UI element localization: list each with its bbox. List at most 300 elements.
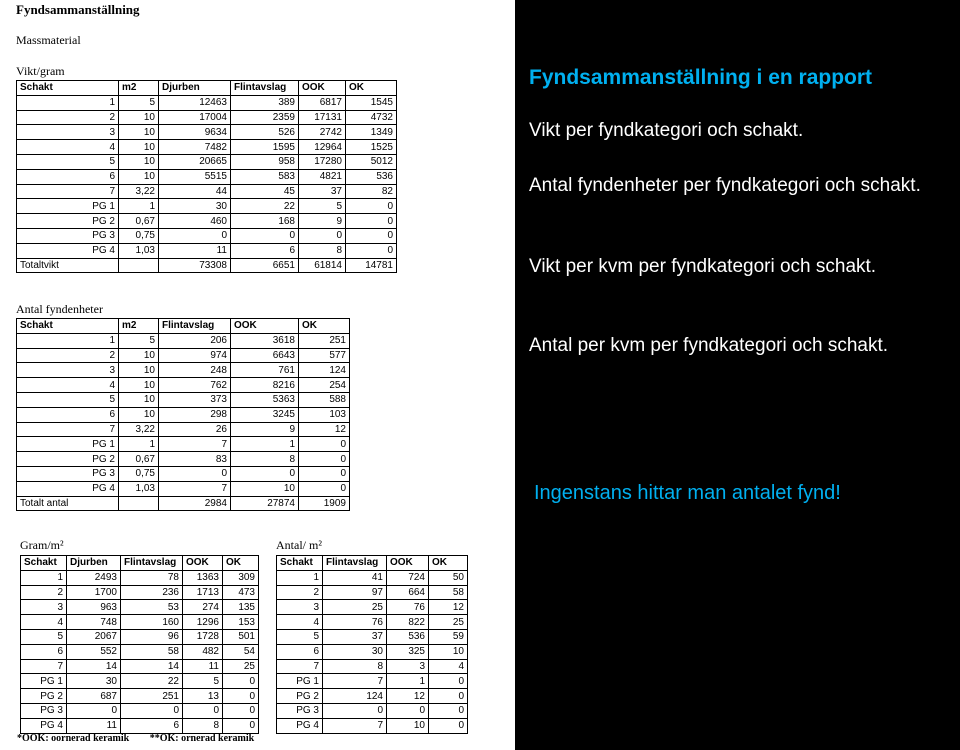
table-cell: 536 — [387, 629, 429, 644]
column-header: Flintavslag — [323, 556, 387, 571]
table-cell: 1 — [387, 674, 429, 689]
table-row — [17, 392, 350, 407]
column-header: Flintavslag — [159, 319, 231, 334]
table-cell: 168 — [231, 214, 299, 229]
table-cell: 37 — [299, 184, 346, 199]
slide-point: Antal per kvm per fyndkategori och schakt. — [529, 335, 889, 356]
table-cell: 2 — [17, 348, 119, 363]
table1-caption: Vikt/gram — [16, 64, 65, 78]
table-cell: 5012 — [346, 154, 397, 169]
table-cell: 761 — [231, 363, 299, 378]
table-cell: 0 — [299, 481, 350, 496]
slide-title: Fyndsammanställning i en rapport — [529, 66, 873, 89]
table-cell: 0 — [67, 703, 121, 718]
table-cell: 10 — [119, 363, 159, 378]
table-row — [17, 422, 350, 437]
table-cell: 6651 — [231, 258, 299, 273]
table-cell: 0 — [346, 228, 397, 243]
table-cell: 0,67 — [119, 452, 159, 467]
table-row — [21, 629, 259, 644]
table-cell: 0 — [223, 703, 259, 718]
table-cell: 0 — [429, 703, 468, 718]
table-row — [17, 169, 397, 184]
table-cell: 1700 — [67, 585, 121, 600]
table-cell: 236 — [121, 585, 183, 600]
table-cell: 0 — [159, 466, 231, 481]
table-cell: 724 — [387, 570, 429, 585]
table-cell: 1 — [277, 570, 323, 585]
table-cell: 25 — [429, 615, 468, 630]
table-cell: 78 — [121, 570, 183, 585]
table-cell: 10 — [119, 392, 159, 407]
table-cell: 0,75 — [119, 466, 159, 481]
table-cell: 3618 — [231, 333, 299, 348]
table-cell: 526 — [231, 125, 299, 140]
table-cell: PG 3 — [17, 228, 119, 243]
table-cell: 1728 — [183, 629, 223, 644]
table-cell: 8 — [299, 243, 346, 258]
table-cell: 45 — [231, 184, 299, 199]
column-header: Flintavslag — [121, 556, 183, 571]
table-cell: PG 1 — [17, 199, 119, 214]
table-cell: 11 — [183, 659, 223, 674]
table-header-row — [21, 556, 259, 571]
table-cell: PG 4 — [277, 718, 323, 733]
table-cell: 0 — [223, 718, 259, 733]
footnote-ook: *OOK: oornerad keramik — [17, 733, 130, 744]
table-cell: 160 — [121, 615, 183, 630]
table-cell: 73308 — [159, 258, 231, 273]
table-cell: 0 — [299, 228, 346, 243]
table-cell: 6 — [17, 169, 119, 184]
table-cell: 0 — [346, 199, 397, 214]
table-cell: 822 — [387, 615, 429, 630]
table-cell: PG 4 — [17, 243, 119, 258]
weight-table — [16, 80, 397, 273]
table-row — [21, 585, 259, 600]
column-header: OK — [299, 319, 350, 334]
table-cell: 135 — [223, 600, 259, 615]
table-cell — [119, 496, 159, 511]
table-cell: 25 — [223, 659, 259, 674]
table-header-row — [17, 81, 397, 96]
table-cell: 373 — [159, 392, 231, 407]
table-cell: 97 — [323, 585, 387, 600]
table-row — [17, 95, 397, 110]
table-cell: 10 — [119, 348, 159, 363]
table-cell: 153 — [223, 615, 259, 630]
table-cell: 0 — [223, 689, 259, 704]
table-cell: 206 — [159, 333, 231, 348]
table-row — [21, 615, 259, 630]
table-cell: PG 1 — [17, 437, 119, 452]
column-header: Schakt — [17, 81, 119, 96]
table-cell: 1,03 — [119, 481, 159, 496]
table-cell: 274 — [183, 600, 223, 615]
table-row — [17, 243, 397, 258]
table-cell: 6817 — [299, 95, 346, 110]
table-row — [21, 674, 259, 689]
table-row — [17, 110, 397, 125]
table-cell: 2359 — [231, 110, 299, 125]
column-header: OOK — [231, 319, 299, 334]
table-cell: 41 — [323, 570, 387, 585]
table-row — [17, 140, 397, 155]
table-cell: 27874 — [231, 496, 299, 511]
table-cell: 963 — [67, 600, 121, 615]
table-cell: 389 — [231, 95, 299, 110]
table-cell: 10 — [119, 169, 159, 184]
table-cell: 5 — [17, 154, 119, 169]
table2-caption: Antal fyndenheter — [16, 302, 103, 316]
table-row — [17, 437, 350, 452]
table-cell: 1909 — [299, 496, 350, 511]
table-cell: 0,67 — [119, 214, 159, 229]
table-cell: 4 — [277, 615, 323, 630]
table-row — [277, 585, 468, 600]
table-row — [17, 466, 350, 481]
table-cell: PG 1 — [277, 674, 323, 689]
table-cell: 30 — [67, 674, 121, 689]
table-cell: 583 — [231, 169, 299, 184]
column-header: m2 — [119, 319, 159, 334]
table-cell: 17131 — [299, 110, 346, 125]
table-cell: 748 — [67, 615, 121, 630]
column-header: Djurben — [159, 81, 231, 96]
table-cell: 1363 — [183, 570, 223, 585]
table-cell: 61814 — [299, 258, 346, 273]
table-row — [17, 154, 397, 169]
column-header: Schakt — [21, 556, 67, 571]
table-cell: 10 — [387, 718, 429, 733]
table-cell: 254 — [299, 378, 350, 393]
table-cell: 44 — [159, 184, 231, 199]
table-cell: 12964 — [299, 140, 346, 155]
table-cell: 5 — [183, 674, 223, 689]
table-cell: 3,22 — [119, 422, 159, 437]
table-cell: PG 4 — [21, 718, 67, 733]
table-cell: 0 — [231, 228, 299, 243]
table-cell: PG 3 — [21, 703, 67, 718]
table-cell: 22 — [121, 674, 183, 689]
table-cell: PG 2 — [277, 689, 323, 704]
table-cell: 5 — [21, 629, 67, 644]
table-row — [17, 452, 350, 467]
table-cell: 0 — [121, 703, 183, 718]
document-subtitle: Massmaterial — [16, 33, 81, 47]
table-cell: 3 — [21, 600, 67, 615]
table-cell: 5 — [17, 392, 119, 407]
table-cell: 1 — [17, 333, 119, 348]
table-row — [17, 348, 350, 363]
table-cell: 10 — [119, 378, 159, 393]
table-cell: 7 — [21, 659, 67, 674]
table-cell: 0 — [231, 466, 299, 481]
table-cell: 6 — [121, 718, 183, 733]
table-header-row — [17, 319, 350, 334]
table-cell: 5 — [119, 95, 159, 110]
table-cell: PG 4 — [17, 481, 119, 496]
table-row — [21, 718, 259, 733]
table-total-row — [17, 496, 350, 511]
table-cell: 7 — [159, 437, 231, 452]
table-cell: 460 — [159, 214, 231, 229]
table-cell: 0 — [183, 703, 223, 718]
column-header: Flintavslag — [231, 81, 299, 96]
footnote-ok: **OK: ornerad keramik — [149, 733, 255, 744]
slide-point: Vikt per kvm per fyndkategori och schakt. — [529, 256, 877, 277]
table-cell: 473 — [223, 585, 259, 600]
table-cell: 2984 — [159, 496, 231, 511]
table-cell: 0 — [346, 214, 397, 229]
table4-caption: Antal/ m² — [276, 538, 322, 552]
table-cell: 26 — [159, 422, 231, 437]
table-cell: 4 — [17, 140, 119, 155]
table-cell: 325 — [387, 644, 429, 659]
table-cell: 974 — [159, 348, 231, 363]
table-header-row — [277, 556, 468, 571]
table-cell: 2067 — [67, 629, 121, 644]
table-cell: 6643 — [231, 348, 299, 363]
table-cell: 11 — [67, 718, 121, 733]
column-header: OOK — [299, 81, 346, 96]
table-row — [21, 703, 259, 718]
table-cell: 4821 — [299, 169, 346, 184]
table-row — [17, 363, 350, 378]
table-cell: 2 — [277, 585, 323, 600]
table-cell: 11 — [159, 243, 231, 258]
table-cell: 14781 — [346, 258, 397, 273]
table-cell: 12 — [429, 600, 468, 615]
footnote — [17, 733, 254, 744]
table-cell: 50 — [429, 570, 468, 585]
table-cell: 9634 — [159, 125, 231, 140]
table-cell: 0,75 — [119, 228, 159, 243]
table-cell: 7 — [17, 184, 119, 199]
table-cell: 9 — [299, 214, 346, 229]
table-cell: 1 — [17, 95, 119, 110]
table-cell: 0 — [299, 466, 350, 481]
count-per-m2-table — [276, 555, 468, 734]
table-cell: 5515 — [159, 169, 231, 184]
table-cell: 552 — [67, 644, 121, 659]
table-cell: 3 — [17, 125, 119, 140]
table-cell: 0 — [299, 452, 350, 467]
table-cell: 10 — [119, 154, 159, 169]
table-row — [17, 199, 397, 214]
table-cell: 1349 — [346, 125, 397, 140]
table-cell: Totaltvikt — [17, 258, 119, 273]
table-cell: 20665 — [159, 154, 231, 169]
table-cell: 3,22 — [119, 184, 159, 199]
table-cell: 14 — [67, 659, 121, 674]
table-cell: 10 — [119, 140, 159, 155]
table-cell — [119, 258, 159, 273]
table-cell: 3 — [17, 363, 119, 378]
table-row — [17, 228, 397, 243]
table-row — [21, 659, 259, 674]
table-cell: 3 — [387, 659, 429, 674]
table-cell: 5363 — [231, 392, 299, 407]
table-row — [277, 570, 468, 585]
table-cell: 7 — [323, 718, 387, 733]
table-cell: PG 2 — [17, 452, 119, 467]
slide-conclusion: Ingenstans hittar man antalet fynd! — [534, 482, 841, 504]
table-cell: 1,03 — [119, 243, 159, 258]
table-cell: 0 — [159, 228, 231, 243]
table-cell: 1 — [119, 437, 159, 452]
table-cell: 17280 — [299, 154, 346, 169]
table-cell: 12 — [387, 689, 429, 704]
slide-point: Vikt per fyndkategori och schakt. — [529, 120, 804, 141]
table-cell: 13 — [183, 689, 223, 704]
table-row — [277, 659, 468, 674]
table-cell: 1296 — [183, 615, 223, 630]
column-header: OOK — [387, 556, 429, 571]
table-cell: 687 — [67, 689, 121, 704]
table-cell: 6 — [21, 644, 67, 659]
table-cell: 7 — [277, 659, 323, 674]
table-cell: 251 — [299, 333, 350, 348]
column-header: OOK — [183, 556, 223, 571]
table-row — [21, 570, 259, 585]
table-cell: 762 — [159, 378, 231, 393]
table-cell: 103 — [299, 407, 350, 422]
table-cell: 6 — [17, 407, 119, 422]
table-cell: 482 — [183, 644, 223, 659]
table-cell: PG 2 — [21, 689, 67, 704]
table-row — [17, 407, 350, 422]
table-cell: 124 — [323, 689, 387, 704]
column-header: OK — [429, 556, 468, 571]
table-cell: 1545 — [346, 95, 397, 110]
table-cell: 10 — [119, 110, 159, 125]
table-cell: 309 — [223, 570, 259, 585]
table-cell: 4 — [17, 378, 119, 393]
table-cell: 1595 — [231, 140, 299, 155]
table-cell: 12 — [299, 422, 350, 437]
table-cell: 5 — [277, 629, 323, 644]
table-cell: 9 — [231, 422, 299, 437]
table-row — [277, 615, 468, 630]
table-cell: 1713 — [183, 585, 223, 600]
table-row — [277, 674, 468, 689]
document-title: Fyndsammanställning — [16, 2, 140, 17]
table-row — [277, 629, 468, 644]
table-cell: 2 — [21, 585, 67, 600]
table-cell: 536 — [346, 169, 397, 184]
table-cell: 53 — [121, 600, 183, 615]
table-cell: 54 — [223, 644, 259, 659]
table-cell: 10 — [119, 125, 159, 140]
table-cell: 577 — [299, 348, 350, 363]
table-cell: 2 — [17, 110, 119, 125]
table-cell: PG 1 — [21, 674, 67, 689]
column-header: OK — [346, 81, 397, 96]
column-header: Djurben — [67, 556, 121, 571]
table-cell: 30 — [323, 644, 387, 659]
table-cell: 4732 — [346, 110, 397, 125]
table-cell: 82 — [346, 184, 397, 199]
table-cell: 17004 — [159, 110, 231, 125]
table-cell: 8 — [183, 718, 223, 733]
table-row — [277, 689, 468, 704]
table-cell: 6 — [277, 644, 323, 659]
table-row — [21, 689, 259, 704]
table-cell: 58 — [429, 585, 468, 600]
table-cell: 25 — [323, 600, 387, 615]
table-cell: 10 — [429, 644, 468, 659]
table-cell: 12463 — [159, 95, 231, 110]
weight-per-m2-table — [20, 555, 259, 734]
table-row — [17, 481, 350, 496]
table-cell: 1525 — [346, 140, 397, 155]
table-cell: 6 — [231, 243, 299, 258]
count-table — [16, 318, 350, 511]
table-cell: 30 — [159, 199, 231, 214]
table-cell: 10 — [119, 407, 159, 422]
table-row — [277, 600, 468, 615]
table-cell: 0 — [299, 437, 350, 452]
table-cell: 664 — [387, 585, 429, 600]
table-cell: Totalt antal — [17, 496, 119, 511]
table-cell: 124 — [299, 363, 350, 378]
table-cell: 1 — [231, 437, 299, 452]
table-cell: 0 — [429, 718, 468, 733]
table-cell: 4 — [429, 659, 468, 674]
table-cell: 22 — [231, 199, 299, 214]
table-cell: 10 — [231, 481, 299, 496]
table-cell: 83 — [159, 452, 231, 467]
table-cell: 58 — [121, 644, 183, 659]
table-cell: 0 — [429, 689, 468, 704]
table-total-row — [17, 258, 397, 273]
table-row — [17, 333, 350, 348]
table-row — [21, 600, 259, 615]
table-cell: 3 — [277, 600, 323, 615]
table-cell: PG 3 — [277, 703, 323, 718]
table-cell: 0 — [323, 703, 387, 718]
table-cell: 7482 — [159, 140, 231, 155]
slide-panel — [515, 0, 960, 750]
table-cell: 2742 — [299, 125, 346, 140]
table-cell: 2493 — [67, 570, 121, 585]
table-row — [17, 378, 350, 393]
table-cell: 958 — [231, 154, 299, 169]
table-cell: 0 — [223, 674, 259, 689]
table-row — [17, 214, 397, 229]
table-row — [17, 184, 397, 199]
table-cell: 5 — [299, 199, 346, 214]
table-cell: 0 — [346, 243, 397, 258]
table-cell: 3245 — [231, 407, 299, 422]
table-cell: 8216 — [231, 378, 299, 393]
table-cell: 8 — [231, 452, 299, 467]
table-row — [17, 125, 397, 140]
table-cell: 7 — [17, 422, 119, 437]
table-cell: 0 — [429, 674, 468, 689]
table-cell: 7 — [159, 481, 231, 496]
table-cell: 76 — [323, 615, 387, 630]
table-cell: 501 — [223, 629, 259, 644]
table-cell: 14 — [121, 659, 183, 674]
table-cell: 0 — [387, 703, 429, 718]
slide-point: Antal fyndenheter per fyndkategori och schakt. — [529, 175, 921, 196]
table-cell: 76 — [387, 600, 429, 615]
table-cell: PG 3 — [17, 466, 119, 481]
column-header: m2 — [119, 81, 159, 96]
table-cell: 1 — [21, 570, 67, 585]
